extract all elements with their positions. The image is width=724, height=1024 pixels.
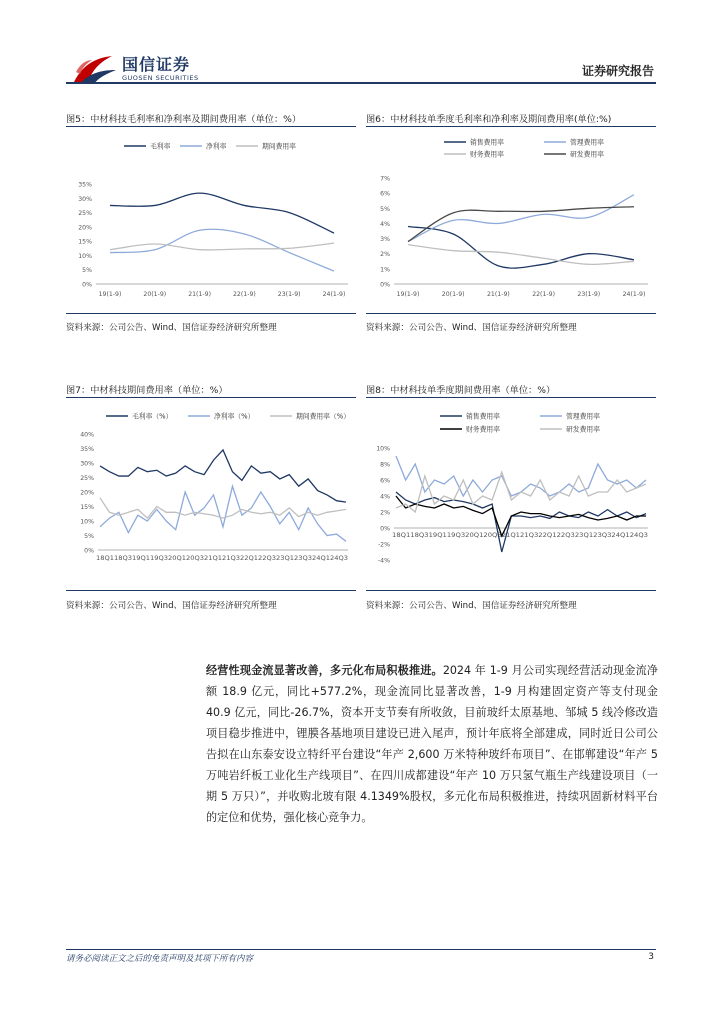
y-tick-label: 3% <box>380 236 390 244</box>
footer-disclaimer: 请务必阅读正文之后的免责声明及其项下所有内容 <box>66 954 254 964</box>
x-tick-label: 20(1-9) <box>441 291 465 298</box>
series-line-1 <box>110 193 334 233</box>
series-line-2 <box>100 486 346 541</box>
paragraph-lead: 经营性现金流显著改善，多元化布局积极推进。 <box>206 664 443 677</box>
y-tick-label: 10% <box>80 518 94 526</box>
x-tick-label: 21(1-9) <box>486 291 510 298</box>
fig5-source-rule <box>66 313 356 314</box>
fig5-title-rule <box>66 126 356 127</box>
logo-text-cn: 国信证券 <box>122 55 191 74</box>
fig5-source: 资料来源：公司公告、Wind、国信证券经济研究所整理 <box>66 323 277 333</box>
fig5-title: 图5：中材科技毛利率和净利率及期间费用率（单位：%） <box>66 114 302 125</box>
x-tick-labels: 18Q118Q319Q119Q320Q120Q321Q121Q322Q122Q323Q123Q324Q124Q3 <box>392 532 649 539</box>
fig6-source-rule <box>366 313 656 314</box>
y-tick-label: 2% <box>380 509 390 517</box>
header-divider <box>66 82 656 84</box>
fig5-chart <box>66 132 356 312</box>
y-tick-label: 25% <box>78 210 92 218</box>
company-logo <box>72 52 202 86</box>
y-tick-label: 15% <box>80 504 94 511</box>
footer-divider <box>66 949 656 950</box>
x-tick-label: 20(1-9) <box>143 291 167 298</box>
y-tick-label: 5% <box>84 533 94 540</box>
y-tick-label: 7% <box>380 175 390 183</box>
y-tick-label: 6% <box>380 477 390 485</box>
fig7-chart <box>66 402 356 588</box>
y-tick-label: 40% <box>80 431 94 439</box>
guosen-logo-icon <box>72 52 118 86</box>
legend-label: 研发费用率 <box>566 425 600 434</box>
x-tick-label: 22(1-9) <box>532 291 556 298</box>
legend-label: 期间费用率（%） <box>296 412 351 421</box>
y-tick-label: 4% <box>380 220 390 228</box>
y-tick-label: 30% <box>78 195 92 203</box>
legend-label: 研发费用率 <box>570 150 604 159</box>
fig6-source: 资料来源：公司公告、Wind、国信证券经济研究所整理 <box>366 323 577 333</box>
legend-label: 财务费用率 <box>466 425 500 434</box>
report-type-label: 证券研究报告 <box>581 64 654 78</box>
x-tick-labels: 18Q118Q319Q119Q320Q120Q321Q121Q322Q122Q323Q123Q324Q124Q3 <box>96 555 349 562</box>
fig6-title: 图6：中材科技单季度毛利率和净利率及期间费用率(单位:%) <box>366 114 612 125</box>
y-tick-label: 6% <box>380 190 390 198</box>
x-tick-label: 19(1-9) <box>98 291 122 298</box>
y-tick-label: 10% <box>78 252 92 260</box>
y-tick-label: 5% <box>82 267 92 275</box>
y-tick-label: -4% <box>377 557 390 565</box>
fig8-chart <box>366 402 656 588</box>
legend-label: 净利率 <box>206 142 227 151</box>
fig7-title: 图7：中材科技期间费用率（单位：%） <box>66 385 228 396</box>
series-line-3 <box>110 243 334 250</box>
series-line-4 <box>396 472 646 512</box>
fig7-title-rule <box>66 397 356 398</box>
series-line-1 <box>408 226 634 268</box>
y-tick-label: -2% <box>377 541 390 549</box>
fig6-chart <box>366 132 656 312</box>
series-line-1 <box>100 450 346 502</box>
fig8-title: 图8：中材科技单季度期间费用率（单位：%） <box>366 385 556 396</box>
y-tick-label: 20% <box>80 489 94 497</box>
y-tick-label: 5% <box>380 205 390 213</box>
body-paragraph <box>206 660 658 828</box>
x-tick-label: 19(1-9) <box>396 291 420 298</box>
fig8-title-rule <box>366 397 656 398</box>
x-tick-label: 23(1-9) <box>277 291 301 298</box>
y-tick-label: 2% <box>380 251 390 259</box>
paragraph-text: 2024 年 1-9 月公司实现经营活动现金流净额 18.9 亿元，同比+577.2%，现金流同比显著改善，1-9 月构建固定资产等支付现金 40.9 亿元，同比-26.7%，资本开支节奏有所收敛，目前玻纤太原基地、邹城 5 线冷修改造项目稳步推进中，锂膜各基地项目建设已进入尾声，预计年底将全部建成，同时近日公司公告拟在山东泰安设立特纤平台建设“年产 2,600 万米特种玻纤布项目”、在邯郸建设“年产 5 万吨岩纤板工业化生产线项目”、在四川成都建设“年产 10 万只氢气瓶生产线建设项目（一期 5 万只）”，并收购北玻有限 4.1349%股权，多元化布局积极推进，持续巩固新材料平台的定位和优势，强化核心竞争力。 <box>206 664 658 824</box>
x-tick-label: 21(1-9) <box>188 291 212 298</box>
legend-label: 销售费用率 <box>470 138 504 147</box>
y-tick-label: 0% <box>380 525 390 533</box>
legend-label: 净利率（%） <box>214 412 255 421</box>
y-tick-label: 35% <box>78 181 92 189</box>
y-tick-label: 35% <box>80 446 94 453</box>
series-line-3 <box>100 498 346 518</box>
x-tick-label: 24(1-9) <box>622 291 646 298</box>
x-tick-label: 23(1-9) <box>577 291 601 298</box>
y-tick-label: 0% <box>84 547 94 555</box>
fig8-source: 资料来源：公司公告、Wind、国信证券经济研究所整理 <box>366 601 577 611</box>
legend-label: 毛利率 <box>150 142 171 151</box>
legend-label: 期间费用率 <box>262 142 296 151</box>
page-number: 3 <box>648 952 654 962</box>
x-tick-label: 22(1-9) <box>232 291 256 298</box>
fig8-source-rule <box>366 590 656 591</box>
legend-label: 管理费用率 <box>570 138 604 147</box>
legend-label: 销售费用率 <box>466 412 500 421</box>
fig7-source-rule <box>66 590 356 591</box>
y-tick-label: 20% <box>78 224 92 232</box>
y-tick-label: 8% <box>380 461 390 469</box>
legend-label: 财务费用率 <box>470 150 504 159</box>
y-tick-label: 25% <box>80 475 94 482</box>
fig7-source: 资料来源：公司公告、Wind、国信证券经济研究所整理 <box>66 601 277 611</box>
legend-label: 管理费用率 <box>566 412 600 421</box>
fig6-title-rule <box>366 126 656 127</box>
y-tick-label: 4% <box>380 493 390 501</box>
y-tick-label: 1% <box>380 266 390 274</box>
x-tick-label: 24(1-9) <box>322 291 346 298</box>
y-tick-label: 0% <box>380 281 390 289</box>
y-tick-label: 10% <box>376 445 390 453</box>
y-tick-label: 15% <box>78 238 92 246</box>
y-tick-label: 0% <box>82 281 92 289</box>
logo-text-en: GUOSEN SECURITIES <box>122 74 199 82</box>
y-tick-label: 30% <box>80 460 94 468</box>
legend-label: 毛利率（%） <box>132 412 173 421</box>
